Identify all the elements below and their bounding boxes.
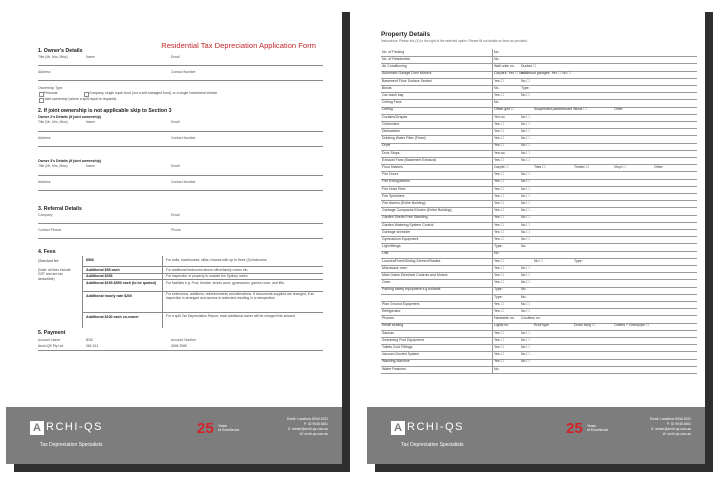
property-row-option[interactable]: Type: xyxy=(494,244,503,249)
property-row-option[interactable]: Yes ☐ xyxy=(494,193,504,198)
address-label: Address xyxy=(38,70,51,74)
fee-amount-2: Additional $55 each xyxy=(86,268,120,272)
owner3-row2-line xyxy=(38,190,323,191)
property-row-option[interactable]: No ☐ xyxy=(521,359,530,364)
property-row-option[interactable]: No ☐ xyxy=(521,143,530,148)
property-row-option[interactable]: Yes ☐ xyxy=(494,136,504,141)
ownership-company-label: Company, single super fund (not a self-managed fund), or a single investment vehicle xyxy=(89,91,218,95)
property-row-option[interactable]: No. xyxy=(494,366,500,371)
email-label: Email xyxy=(171,55,180,59)
tagline: Tax Depreciation Specialists xyxy=(40,442,103,448)
badge-years: Years xyxy=(218,424,228,428)
property-row-label: Dishwasher xyxy=(382,128,401,133)
property-row-label: Garden Sheds Free Standing xyxy=(382,215,428,220)
property-row-option[interactable]: No. xyxy=(494,56,500,61)
property-title: Property Details xyxy=(381,31,431,38)
property-row-option[interactable]: Type: xyxy=(494,294,503,299)
fee-row1-line xyxy=(82,266,323,267)
ownership-personal-label: Personal xyxy=(44,91,58,95)
owner3-name-label: Name xyxy=(86,164,96,168)
owner2-email-label: Email xyxy=(171,120,180,124)
fee-desc-2: For additional bedrooms above office/family rooms etc. xyxy=(166,268,249,272)
fee-amount-3: Additional $253 xyxy=(86,274,113,278)
contact-line-3[interactable]: E: admin@archi-qs.com.au xyxy=(288,427,328,431)
property-row-option[interactable]: Yes ☐ xyxy=(494,337,504,342)
property-row-option[interactable]: Yes ☐ xyxy=(494,359,504,364)
property-row-label: Car wash bay xyxy=(382,92,404,97)
property-row-option[interactable]: Other xyxy=(654,164,663,169)
referral-phone-label: Phone xyxy=(171,228,181,232)
fees-note-standard: (Standard fee xyxy=(38,259,59,263)
contact-line-2: P: 02 9048 4861 xyxy=(666,422,691,426)
property-row-label: No. of Residential xyxy=(382,56,410,61)
owner2-label: Owner 2's Details (if joint ownership) xyxy=(38,115,101,119)
property-row-option[interactable]: Yes ☐ xyxy=(494,92,504,97)
property-row-option[interactable]: No ☐ xyxy=(521,229,530,234)
property-row-option[interactable]: No ☐ xyxy=(521,114,530,119)
property-row-option[interactable]: No ☐ xyxy=(521,352,530,357)
property-row-label: Light fittings xyxy=(382,244,401,249)
property-row-option[interactable]: No. xyxy=(494,49,500,54)
owner2-address-label: Address xyxy=(38,136,51,140)
title-label: Title (Mr, Mrs, Miss) xyxy=(38,55,68,59)
property-row-label: Fire Hose Reel xyxy=(382,186,406,191)
ownership-personal-checkbox[interactable] xyxy=(39,92,44,97)
property-row-option[interactable]: Roof type xyxy=(534,323,549,328)
owner3-address-label: Address xyxy=(38,180,51,184)
contact-line-1: Email: Locations NSW 2022 xyxy=(286,417,328,421)
bsb-label: BSB xyxy=(86,338,93,342)
ownership-joint-checkbox[interactable] xyxy=(39,98,44,103)
property-row-option[interactable]: Yes ☐ xyxy=(494,236,504,241)
property-row-option[interactable]: Wall units no. xyxy=(494,64,515,69)
referral-company-label: Company xyxy=(38,213,53,217)
property-row-option[interactable]: No. xyxy=(521,294,527,299)
referral-email-label: Email xyxy=(171,213,180,217)
property-row-option[interactable]: None ☐ xyxy=(574,107,587,112)
property-row-option[interactable]: Yes ☐ xyxy=(494,208,504,213)
property-row-label: Garden Watering System Control xyxy=(382,222,434,227)
property-row-option[interactable]: Yes ☐ xyxy=(494,200,504,205)
fees-note-gst: (Note: all fees include GST and are tax deductible) xyxy=(38,268,71,281)
property-row-label: Lifts xyxy=(382,251,389,256)
payment-line xyxy=(38,350,323,351)
ownership-label: Ownership Type xyxy=(38,86,63,90)
logo-mark: A xyxy=(391,421,405,435)
property-row-option[interactable]: Yes ☐ xyxy=(494,121,504,126)
property-row-option[interactable]: Handsets no. xyxy=(494,316,515,321)
property-row-label: Door Stops xyxy=(382,150,400,155)
property-row-option[interactable]: No ☐ xyxy=(521,200,530,205)
property-row-option[interactable]: No ☐ xyxy=(521,272,530,277)
fee-amount-4: Additional $165-$550 each (to be quoted) xyxy=(86,281,156,285)
contact-line-4[interactable]: W: archi-qs.com.au xyxy=(299,432,328,436)
property-row-option[interactable]: Other xyxy=(614,107,623,112)
property-row-label: Blinds xyxy=(382,85,392,90)
fee-desc-5: For extensions, additions, refurbishments and alterations. If documents supplied are changed, if an inspection is arranged and access is restricted resulting in a reinspection xyxy=(166,292,315,301)
property-row-option[interactable]: No ☐ xyxy=(521,301,530,306)
property-row-option[interactable]: No ☐ xyxy=(521,128,530,133)
badge-number: 25 xyxy=(566,420,583,437)
section-fees-heading: 4. Fees xyxy=(38,249,56,255)
property-row-option[interactable]: Lights no. xyxy=(494,323,510,328)
referral-row1-line xyxy=(38,223,323,224)
fee-amount-5: Additional hourly rate $260 xyxy=(86,294,133,298)
property-row-label: Automatic Garage Door Motor/s xyxy=(382,71,432,76)
logo-text: RCHI-QS xyxy=(46,421,103,433)
right-footer xyxy=(367,407,705,464)
property-row-option[interactable]: Yes ☐ xyxy=(494,301,504,306)
property-row-option[interactable]: Yes ☐ xyxy=(494,280,504,285)
owner2-row2-line xyxy=(38,146,323,147)
contact-line-1: Email: Locations NSW 2022 xyxy=(649,417,691,421)
fee-desc-4: For facilities e.g. Pool, theatre, tennis court, gymnasium, games room, and lifts. xyxy=(166,281,285,285)
property-row-option[interactable]: No ☐ xyxy=(534,258,543,263)
property-row-option[interactable]: Individual garages: Yes ☐ No ☐ xyxy=(521,71,571,76)
fee-desc-6: For a split Tax Depreciation Report, each additional owner will be charged this amount xyxy=(166,314,296,318)
property-row-label: Clothesline xyxy=(382,121,400,126)
name-label: Name xyxy=(86,55,96,59)
property-row-option[interactable]: Tiles ☐ xyxy=(534,164,546,169)
referral-row2-line xyxy=(38,238,323,239)
property-row-option[interactable]: Yes ☐ xyxy=(494,157,504,162)
property-row-label: Louvres/Fixed/Sliding Screen/Shades xyxy=(382,258,441,263)
tagline: Tax Depreciation Specialists xyxy=(401,442,464,448)
property-row-option[interactable]: Type: xyxy=(521,85,530,90)
owner-row2-line xyxy=(38,80,323,81)
property-row-option[interactable]: Ducted ☐ xyxy=(521,64,537,69)
badge-number: 25 xyxy=(197,420,214,437)
property-row-label: Microwave oven xyxy=(382,265,408,270)
property-row-option[interactable]: Yes ☐ xyxy=(494,352,504,357)
property-row-option[interactable]: Yes ☐ xyxy=(494,128,504,133)
property-row-label: Swimming Pool Equipment xyxy=(382,337,424,342)
owner3-title-label: Title (Mr, Mrs, Miss) xyxy=(38,164,68,168)
property-row-label: Floor finishes xyxy=(382,164,403,169)
property-row-label: Refrigerator xyxy=(382,308,401,313)
property-row-option[interactable]: Yes ☐ xyxy=(494,258,504,263)
section-joint-heading: 2. If joint ownership is not applicable skip to Section 3 xyxy=(38,108,172,114)
property-row-option[interactable]: No ☐ xyxy=(521,222,530,227)
property-row-label: Plan Ground Equipment xyxy=(382,301,420,306)
property-row-option[interactable]: Yes ☐ xyxy=(494,229,504,234)
property-row-option[interactable]: Yes ☐ xyxy=(494,330,504,335)
contact-block xyxy=(650,417,691,437)
fee-row5-line xyxy=(82,312,323,313)
property-row-option[interactable]: Yes no. xyxy=(494,150,506,155)
property-row-option[interactable]: Type: xyxy=(574,258,583,263)
property-row-option[interactable]: Yes ☐ xyxy=(494,143,504,148)
logo-mark: A xyxy=(30,421,44,435)
property-row-label: Fire Alarms (Entire Building) xyxy=(382,200,426,205)
property-row-option[interactable]: Cordless no. xyxy=(521,316,541,321)
logo-text: RCHI-QS xyxy=(407,421,464,433)
ownership-company-checkbox[interactable] xyxy=(84,92,89,97)
contact-block xyxy=(287,417,328,437)
property-row-option[interactable]: No ☐ xyxy=(521,193,530,198)
property-row-option[interactable]: Outlets + Downpipe ☐ xyxy=(614,323,649,328)
contact-line-2: P: 02 9048 4861 xyxy=(303,422,328,426)
contact-label: Contact Number xyxy=(171,70,196,74)
property-row-label: Garbage shredder xyxy=(382,229,411,234)
property-row-option[interactable]: Down sling ☐ xyxy=(574,323,596,328)
property-row-label: Main Gates Electrical Controls and Motors xyxy=(382,272,448,277)
badge-text xyxy=(587,424,608,432)
property-row-option[interactable]: Suspended plasterboard ☐ xyxy=(534,107,577,112)
property-row-option[interactable]: Offset grid ☐ xyxy=(494,107,515,112)
owner3-contact-label: Contact Number xyxy=(171,180,196,184)
property-row-option[interactable]: Yes no. xyxy=(494,114,506,119)
property-row-option[interactable]: Yes ☐ xyxy=(494,344,504,349)
property-row-option[interactable]: Yes ☐ xyxy=(494,215,504,220)
left-sheet xyxy=(6,4,342,464)
fee-desc-3: For inspection of property to outside the Sydney metro xyxy=(166,274,248,278)
property-row-option[interactable]: No. xyxy=(494,251,500,256)
fee-amount-6: Additional $100 each co-owner xyxy=(86,315,139,319)
account-number-value: 2605 2960 xyxy=(171,344,188,348)
property-row-option[interactable]: No ☐ xyxy=(521,236,530,241)
badge-excellence: of Excellence xyxy=(218,428,240,433)
referral-contact-label: Contact Person xyxy=(38,228,62,232)
property-row-option[interactable]: Yes ☐ xyxy=(494,78,504,83)
property-row-option[interactable]: Yes ☐ xyxy=(494,179,504,184)
property-row-option[interactable]: No. xyxy=(521,244,527,249)
fee-desc-1: For units, townhouses, villas, houses with up to three (3) bedrooms xyxy=(166,258,267,262)
property-row-label: Toilets Cool Fittings xyxy=(382,344,413,349)
right-sheet xyxy=(367,4,705,464)
property-row-label: Ceiling xyxy=(382,107,393,112)
property-row-label: Basement Floor Surface Sealed xyxy=(382,78,432,83)
property-row-option[interactable]: No ☐ xyxy=(521,78,530,83)
property-row-label: Fire Sprinklers xyxy=(382,193,405,198)
property-row-label: Fire Extinguishers xyxy=(382,179,411,184)
property-row-option[interactable]: Timber ☐ xyxy=(574,164,589,169)
account-number-label: Account Number xyxy=(171,338,197,342)
property-row-option[interactable]: No ☐ xyxy=(521,265,530,270)
owner3-row1-line xyxy=(38,175,323,176)
property-row-option[interactable]: No ☐ xyxy=(521,308,530,313)
property-row-label: Gymnasium Equipment xyxy=(382,236,419,241)
property-row-label: Garbage Compactor/Chutes (Entire Building) xyxy=(382,208,452,213)
owner3-email-label: Email xyxy=(171,164,180,168)
property-row-label: Water Features xyxy=(382,366,406,371)
property-row-option[interactable]: No ☐ xyxy=(521,121,530,126)
property-row-label: Retail seating xyxy=(382,323,404,328)
section-referral-heading: 3. Referral Details xyxy=(38,206,82,212)
badge-excellence: of Excellence xyxy=(587,428,609,433)
owner2-name-label: Name xyxy=(86,120,96,124)
property-row-label: Fire Doors xyxy=(382,172,399,177)
property-row-option[interactable]: Vinyl ☐ xyxy=(614,164,626,169)
property-row-option[interactable]: No ☐ xyxy=(521,344,530,349)
property-row-option[interactable]: No ☐ xyxy=(521,330,530,335)
section-owner-heading: 1. Owner's Details xyxy=(38,48,83,54)
property-row-option[interactable]: Yes ☐ xyxy=(494,265,504,270)
property-row-option[interactable]: No ☐ xyxy=(521,208,530,213)
property-row-option[interactable]: Carpark: Yes ☐ No ☐ xyxy=(494,71,528,76)
property-row-option[interactable]: Yes ☐ xyxy=(494,308,504,313)
property-row-label: Saunas xyxy=(382,330,394,335)
account-name-label: Account Name xyxy=(38,338,61,342)
property-row-option[interactable]: No ☐ xyxy=(521,179,530,184)
badge-text xyxy=(218,424,239,432)
property-row-label: Phones xyxy=(382,316,394,321)
property-row-label: Vacuum Ducted System xyxy=(382,352,420,357)
property-row-option[interactable]: Yes ☐ xyxy=(494,186,504,191)
property-row-label: No. of Parking xyxy=(382,49,405,54)
property-row-option[interactable]: No ☐ xyxy=(521,172,530,177)
property-row-label: Parking safety equipment e.g bollards xyxy=(382,287,441,292)
section-payment-heading: 5. Payment xyxy=(38,330,66,336)
badge-years: Years xyxy=(587,424,597,428)
form-title: Residential Tax Depreciation Application Form xyxy=(161,41,316,50)
property-row-option[interactable]: No. xyxy=(494,85,500,90)
property-instructions: Instructions: Please tick (X) to the right of the selected option. Please fill out details on lines as provided. xyxy=(381,39,528,43)
property-row-label: Drinking Water Filter (Fixed) xyxy=(382,136,426,141)
left-footer xyxy=(6,407,342,464)
property-row-label: Exhaust Fans (Basement Exhaust) xyxy=(382,157,437,162)
property-row-option[interactable]: No ☐ xyxy=(521,92,530,97)
contact-line-3[interactable]: E: admin@archi-qs.com.au xyxy=(651,427,691,431)
owner2-contact-label: Contact Number xyxy=(171,136,196,140)
property-row-option[interactable]: No ☐ xyxy=(521,337,530,342)
property-row-option[interactable]: No ☐ xyxy=(521,136,530,141)
property-row-option[interactable]: Yes ☐ xyxy=(494,222,504,227)
owner2-title-label: Title (Mr, Mrs, Miss) xyxy=(38,120,68,124)
contact-line-4[interactable]: W: archi-qs.com.au xyxy=(662,432,691,436)
property-row-option[interactable]: No ☐ xyxy=(521,280,530,285)
property-row-option[interactable]: No ☐ xyxy=(521,150,530,155)
property-row-option[interactable]: Carpet ☐ xyxy=(494,164,509,169)
property-row-label: Oven xyxy=(382,280,391,285)
property-grid-divider xyxy=(492,49,493,373)
owner2-row1-line xyxy=(38,131,323,132)
fee-amount-1: $566 xyxy=(86,258,94,262)
fee-row3-line xyxy=(82,279,323,280)
property-row-label: Curtains/Drapes xyxy=(382,114,408,119)
property-row xyxy=(381,366,697,374)
property-row-option[interactable]: No ☐ xyxy=(521,215,530,220)
property-row-label: Dryer xyxy=(382,143,391,148)
property-row-option[interactable]: No. xyxy=(494,100,500,105)
owner-row1-line xyxy=(38,65,323,66)
property-row-label: Washing Machine xyxy=(382,359,410,364)
property-row-label: Air Conditioning xyxy=(382,64,407,69)
property-row-option[interactable]: No. xyxy=(521,287,527,292)
property-row-option[interactable]: No ☐ xyxy=(521,157,530,162)
property-row-option[interactable]: No ☐ xyxy=(521,186,530,191)
bsb-value: 062 421 xyxy=(86,344,99,348)
property-row-option[interactable]: Yes ☐ xyxy=(494,172,504,177)
owner3-label: Owner 3's Details (if joint ownership) xyxy=(38,159,101,163)
property-row-option[interactable]: Type: xyxy=(494,287,503,292)
ownership-joint-label: Joint ownership (where a split report is required) xyxy=(44,97,117,101)
property-row-option[interactable]: Yes ☐ xyxy=(494,272,504,277)
property-row-label: Ceiling Fans xyxy=(382,100,402,105)
account-name-value: Archi-QS Pty Ltd xyxy=(38,344,64,348)
